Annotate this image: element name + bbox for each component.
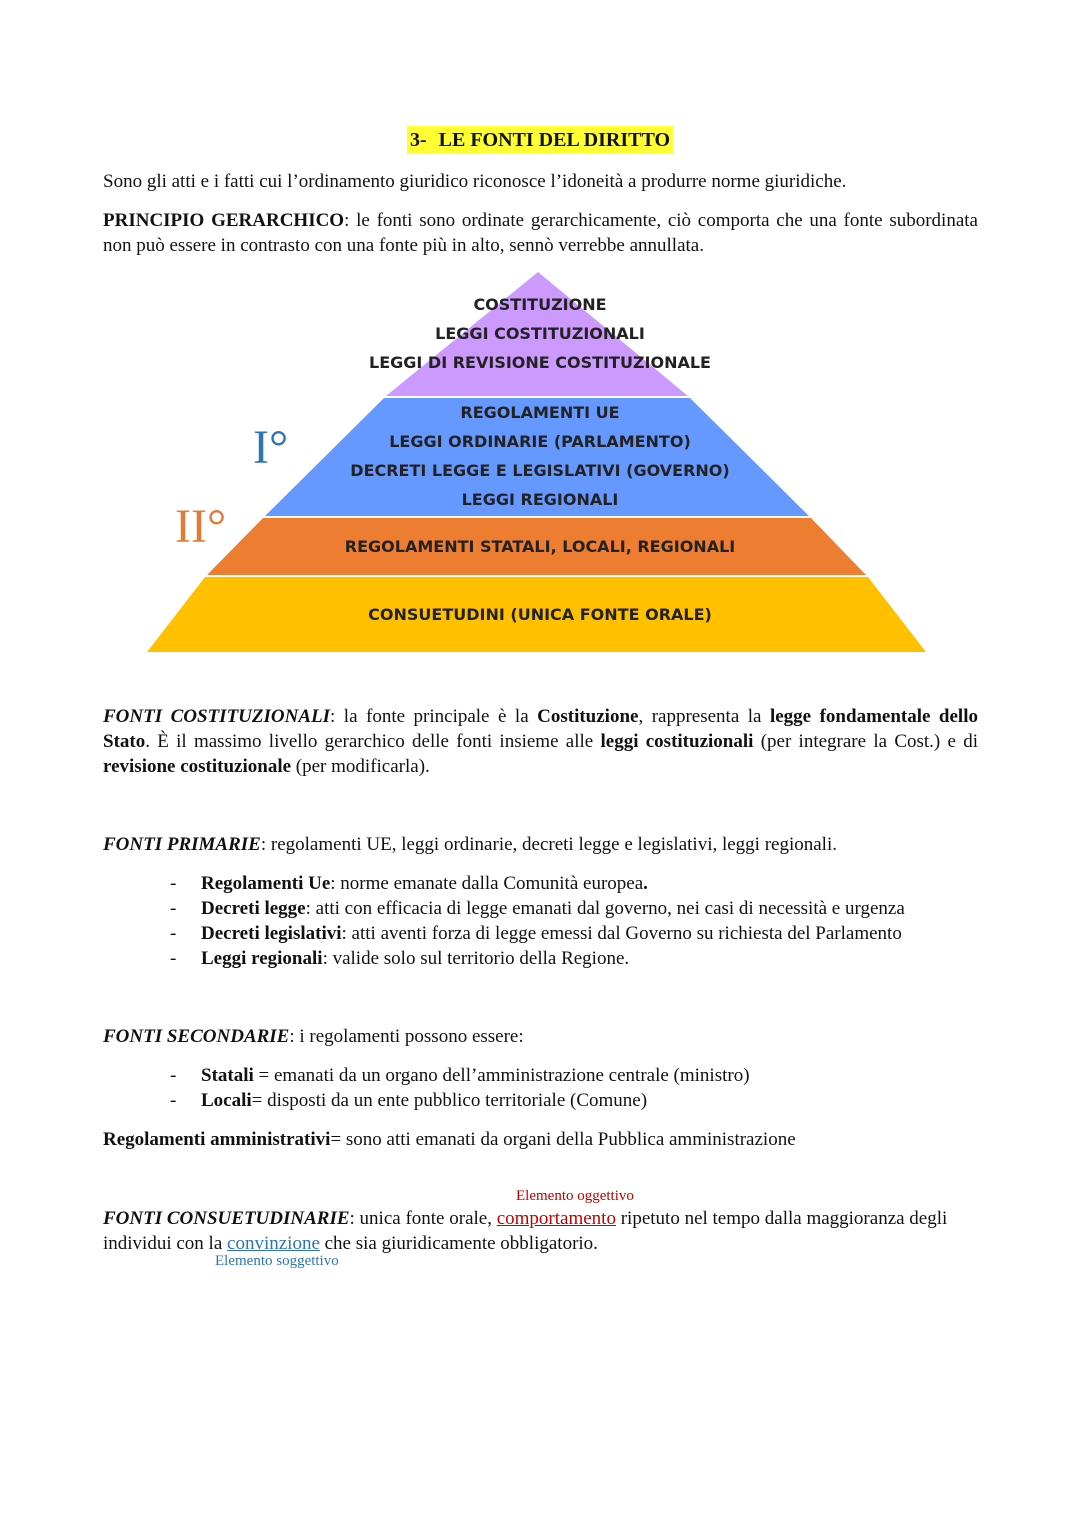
consuetudinarie-paragraph bbox=[103, 1206, 978, 1256]
text-span: ripetuto nel tempo dalla maggioranza degli individui con la bbox=[103, 1208, 948, 1254]
pyramid-level-1-line: COSTITUZIONE bbox=[473, 295, 607, 314]
pyramid-level-3-text bbox=[0, 532, 1080, 561]
label-second-degree: II° bbox=[175, 500, 227, 553]
primarie-list-container bbox=[103, 871, 978, 971]
underlined-comportamento: comportamento bbox=[496, 1208, 616, 1229]
title-text: LE FONTI DEL DIRITTO bbox=[438, 129, 671, 151]
consuetudinarie-label: FONTI CONSUETUDINARIE bbox=[103, 1208, 350, 1229]
costituzionali-label: FONTI COSTITUZIONALI bbox=[103, 706, 331, 727]
list-item bbox=[170, 871, 978, 896]
pyramid-level-1-line: LEGGI COSTITUZIONALI bbox=[435, 324, 645, 343]
title-container bbox=[0, 126, 1080, 154]
list-item-tail: . bbox=[643, 873, 648, 894]
list-item-term: Regolamenti Ue bbox=[201, 873, 331, 894]
list-item-desc: : norme emanate dalla Comunità europea bbox=[330, 873, 644, 894]
pyramid-level-2-line: LEGGI REGIONALI bbox=[461, 490, 619, 509]
bold-span: revisione costituzionale bbox=[103, 756, 292, 777]
list-item bbox=[170, 1088, 978, 1113]
principio-paragraph bbox=[103, 208, 978, 258]
title-number: 3- bbox=[409, 129, 427, 151]
primarie-text: : regolamenti UE, leggi ordinarie, decreti legge e legislativi, leggi regionali. bbox=[260, 834, 837, 855]
amministrativi-text: = sono atti emanati da organi della Pubblica amministrazione bbox=[330, 1129, 796, 1150]
secondarie-label: FONTI SECONDARIE bbox=[103, 1026, 290, 1047]
secondarie-text: : i regolamenti possono essere: bbox=[289, 1026, 524, 1047]
pyramid-level-1-line: LEGGI DI REVISIONE COSTITUZIONALE bbox=[369, 353, 711, 372]
bold-span: legge fondamentale dello Stato bbox=[103, 706, 978, 752]
pyramid-level-2-text bbox=[0, 398, 1080, 514]
pyramid-level-2-line: DECRETI LEGGE E LEGISLATIVI (GOVERNO) bbox=[350, 461, 730, 480]
secondarie-paragraph bbox=[103, 1024, 978, 1049]
text-span: : la fonte principale è la bbox=[330, 706, 538, 727]
costituzionali-paragraph bbox=[103, 704, 978, 779]
principio-label: PRINCIPIO GERARCHICO bbox=[103, 210, 345, 231]
amministrativi-paragraph bbox=[103, 1127, 978, 1152]
list-item bbox=[170, 921, 978, 946]
label-first-degree: I° bbox=[253, 421, 289, 474]
secondarie-list bbox=[103, 1063, 978, 1113]
primarie-list bbox=[103, 871, 978, 971]
text-span: . È il massimo livello gerarchico delle fonti insieme alle bbox=[145, 731, 601, 752]
text-span: , rappresenta la bbox=[638, 706, 770, 727]
pyramid-level-3-line: REGOLAMENTI STATALI, LOCALI, REGIONALI bbox=[344, 537, 736, 556]
pyramid-level-2-line: LEGGI ORDINARIE (PARLAMENTO) bbox=[389, 432, 691, 451]
underlined-convinzione: convinzione bbox=[227, 1233, 320, 1254]
text-span: che sia giuridicamente obbligatorio. bbox=[319, 1233, 598, 1254]
list-item-term: Decreti legislativi bbox=[201, 923, 342, 944]
list-item bbox=[170, 1063, 978, 1088]
text-span: : unica fonte orale, bbox=[349, 1208, 497, 1229]
note-elemento-oggettivo: Elemento oggettivo bbox=[516, 1188, 634, 1204]
list-item-desc: = disposti da un ente pubblico territoriale (Comune) bbox=[251, 1090, 648, 1111]
pyramid-level-2-line: REGOLAMENTI UE bbox=[460, 403, 620, 422]
principio-text: : le fonti sono ordinate gerarchicamente, ciò comporta che una fonte subordinata non può essere in contrasto con una fonte più in alto, sennò verrebbe annullata. bbox=[103, 210, 978, 256]
page-title bbox=[407, 126, 673, 154]
pyramid-level-1-text bbox=[0, 290, 1080, 377]
primarie-paragraph bbox=[103, 832, 978, 857]
list-item bbox=[170, 946, 978, 971]
bold-span: Costituzione bbox=[537, 706, 639, 727]
list-item-desc: = emanati da un organo dell’amministrazione centrale (ministro) bbox=[253, 1065, 750, 1086]
amministrativi-term: Regolamenti amministrativi bbox=[103, 1129, 331, 1150]
text-span: (per modificarla). bbox=[291, 756, 430, 777]
note-elemento-soggettivo: Elemento soggettivo bbox=[215, 1253, 339, 1269]
primarie-label: FONTI PRIMARIE bbox=[103, 834, 261, 855]
list-item-term: Statali bbox=[201, 1065, 254, 1086]
list-item-term: Decreti legge bbox=[201, 898, 306, 919]
intro-paragraph: Sono gli atti e i fatti cui l’ordinamento giuridico riconosce l’idoneità a produrre norme giuridiche. bbox=[103, 171, 847, 192]
list-item-term: Locali bbox=[201, 1090, 252, 1111]
list-item-desc: : atti con efficacia di legge emanati dal governo, nei casi di necessità e urgenza bbox=[305, 898, 905, 919]
list-item-desc: : valide solo sul territorio della Regione. bbox=[322, 948, 630, 969]
pyramid-level-4-line: CONSUETUDINI (UNICA FONTE ORALE) bbox=[368, 605, 712, 624]
list-item-desc: : atti aventi forza di legge emessi dal Governo su richiesta del Parlamento bbox=[341, 923, 902, 944]
bold-span: leggi costituzionali bbox=[600, 731, 754, 752]
pyramid-level-4-text bbox=[0, 600, 1080, 629]
text-span: (per integrare la Cost.) e di bbox=[753, 731, 979, 752]
list-item bbox=[170, 896, 978, 921]
secondarie-list-container bbox=[103, 1063, 978, 1113]
list-item-term: Leggi regionali bbox=[201, 948, 323, 969]
